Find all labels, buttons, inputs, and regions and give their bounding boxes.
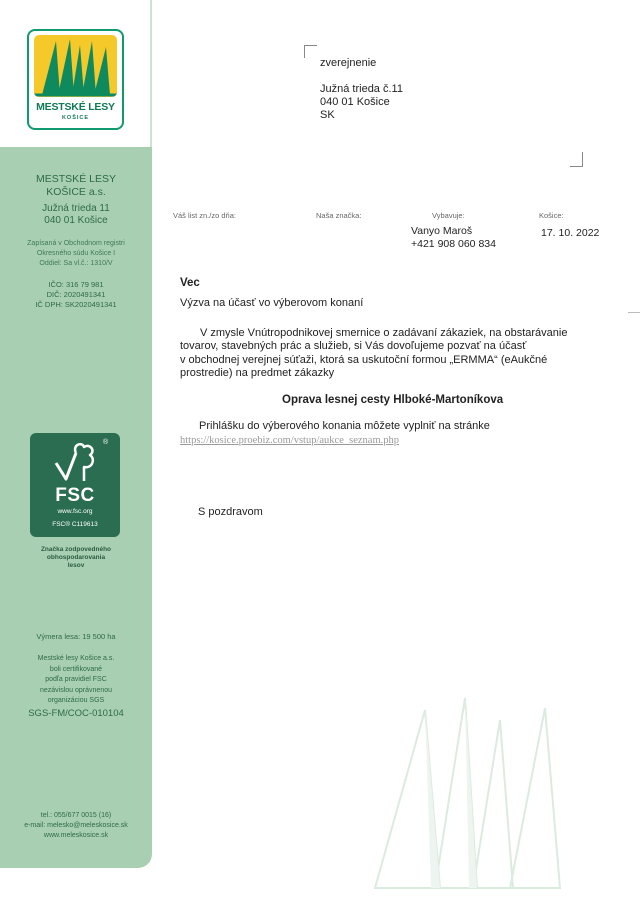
register-line: Okresného súdu Košice I xyxy=(36,250,116,257)
label-place: Košice: xyxy=(539,211,564,220)
ico-line: IČO: 316 79 981 xyxy=(48,280,104,289)
company-name-line: MESTSKÉ LESY xyxy=(36,173,116,185)
address-line: 040 01 Košice xyxy=(44,215,108,226)
paragraph-line: prostredie) na predmet zákazky xyxy=(180,366,335,379)
email-line: e-mail: melesko@meleskosice.sk xyxy=(24,822,128,829)
cert-line: Mestské lesy Košice a.s. xyxy=(37,655,115,662)
handled-by-name: Vanyo Maroš xyxy=(411,225,473,237)
phone-line: tel.: 055/677 0015 (16) xyxy=(40,812,112,819)
forest-area: Výmera lesa: 19 500 ha xyxy=(36,632,116,641)
fsc-code: FSC® C119613 xyxy=(52,521,98,528)
register-line: Zapísaná v Obchodnom registri xyxy=(27,240,125,247)
contract-title: Oprava lesnej cesty Hlboké-Martoníkova xyxy=(282,394,504,406)
closing-regards: S pozdravom xyxy=(198,506,263,518)
label-handled-by: Vybavuje: xyxy=(432,211,465,220)
fsc-caption-line: Značka zodpovedného xyxy=(40,546,112,553)
recipient-city: 040 01 Košice xyxy=(320,96,390,108)
watermark-tree-icon xyxy=(365,690,585,890)
paragraph-line: V zmysle Vnútropodnikovej smernice o zadávaní zákaziek, na obstarávanie xyxy=(200,327,568,339)
subject-label: Vec xyxy=(180,277,200,289)
cert-line: podľa pravidiel FSC xyxy=(45,676,107,683)
paragraph-line: v obchodnej verejnej súťaži, ktorá sa uskutoční formou „ERMMA“ (eAukčné xyxy=(180,353,548,366)
invitation-text: Prihlášku do výberového konania môžete vyplniť na stránke xyxy=(199,420,490,432)
handled-by-phone: +421 908 060 834 xyxy=(411,238,496,250)
certification-code: SGS-FM/COC-010104 xyxy=(28,708,124,719)
company-name-line: KOŠICE a.s. xyxy=(46,186,106,198)
cert-line: boli certifikované xyxy=(49,665,103,673)
logo-name: MESTSKÉ LESY xyxy=(36,101,115,113)
label-your-letter: Váš list zn./zo dňa: xyxy=(173,211,236,220)
fsc-registered-mark: ® xyxy=(103,439,109,446)
address-window-corner xyxy=(570,152,583,167)
fsc-caption-line: lesov xyxy=(67,562,85,569)
cert-line: organizáciou SGS xyxy=(47,697,105,704)
recipient-country: SK xyxy=(320,109,335,121)
auction-link[interactable]: https://kosice.proebiz.com/vstup/aukce_seznam.php xyxy=(180,435,399,446)
recipient-name: zverejnenie xyxy=(320,57,377,69)
subject-text: Výzva na účasť vo výberovom konaní xyxy=(180,297,364,309)
fsc-caption-line: obhospodarovania xyxy=(46,554,106,561)
label-our-reference: Naša značka: xyxy=(316,211,362,220)
dic-line: DIČ: 2020491341 xyxy=(46,290,106,299)
website-line: www.meleskosice.sk xyxy=(43,832,109,839)
address-line: Južná trieda 11 xyxy=(42,203,110,214)
fsc-url: www.fsc.org xyxy=(57,508,93,515)
fold-mark xyxy=(628,312,640,313)
logo-subtitle: KOŠICE xyxy=(61,115,90,121)
cert-line: nezávislou oprávnenou xyxy=(40,686,112,694)
letter-date: 17. 10. 2022 xyxy=(541,227,600,239)
icdph-line: IČ DPH: SK2020491341 xyxy=(35,300,117,309)
paragraph-line: tovarov, stavebných prác a služieb, si Vás dovoľujeme pozvať na účasť xyxy=(180,340,527,353)
letter-paragraph xyxy=(180,327,600,380)
fsc-label: FSC xyxy=(55,485,95,506)
recipient-street: Južná trieda č.11 xyxy=(320,83,403,95)
address-window-corner xyxy=(304,45,317,58)
register-line: Oddiel: Sa vl.č.: 1310/V xyxy=(39,260,113,267)
